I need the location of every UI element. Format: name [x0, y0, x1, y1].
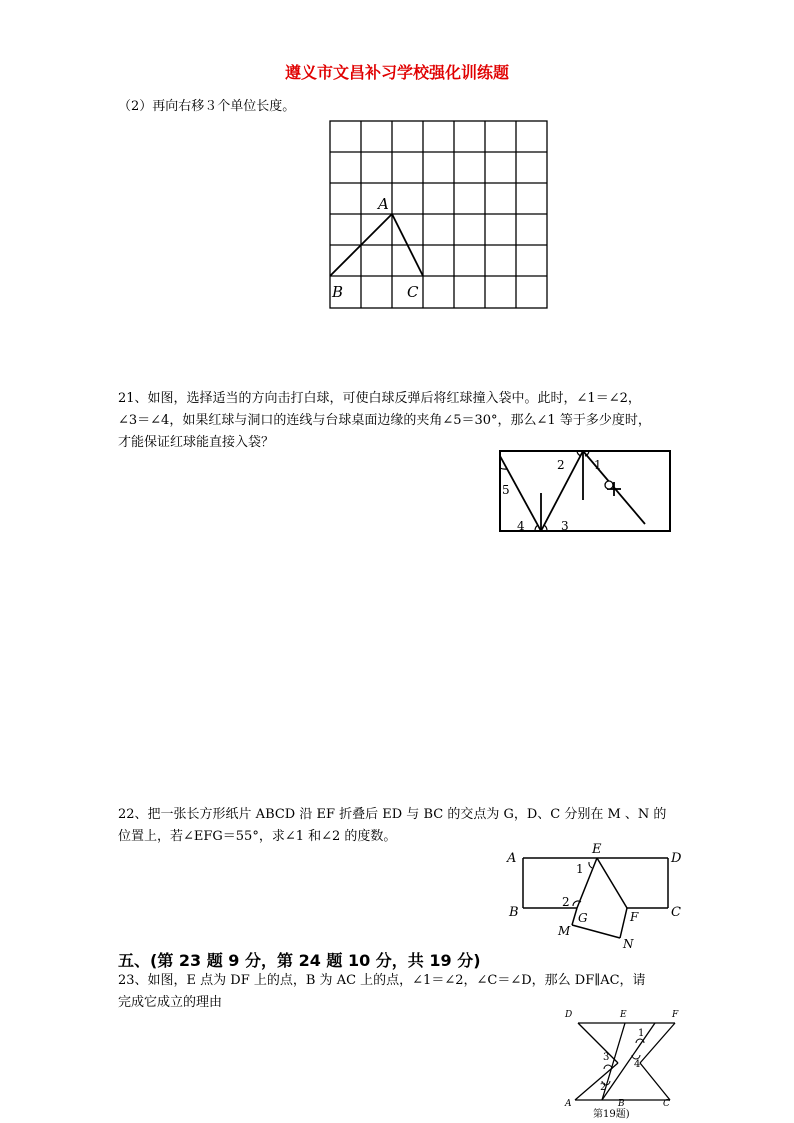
label-c: C: [407, 283, 419, 301]
q22-line1: 22、把一张长方形纸片 ABCD 沿 EF 折叠后 ED 与 BC 的交点为 G，D、C 分别在 M 、N 的: [118, 807, 667, 822]
q21-line1: 21、如图，选择适当的方向击打白球，可使白球反弹后将红球撞入袋中。此时，∠1＝∠2，: [118, 391, 641, 406]
label-d: D: [565, 1010, 573, 1020]
folding-figure: [505, 840, 690, 952]
label-f: F: [672, 1010, 679, 1020]
label-5: 5: [502, 483, 510, 497]
fold-lines: [523, 858, 668, 938]
label-b: B: [618, 1099, 625, 1109]
parallel-lines: [575, 1023, 675, 1100]
label-d: D: [671, 851, 682, 866]
label-a: A: [378, 195, 389, 213]
grid-lines: [330, 121, 547, 308]
q22-line2: 位置上，若∠EFG＝55°，求∠1 和∠2 的度数。: [118, 829, 397, 844]
q21-line2: ∠3＝∠4，如果红球与洞口的连线与台球桌面边缘的夹角∠5＝30°，那么∠1 等于多少度时，: [118, 413, 651, 428]
label-a: A: [507, 851, 517, 866]
q20-part2-text: （2）再向右移３个单位长度。: [118, 99, 296, 114]
label-1: 1: [594, 458, 602, 472]
label-4: 4: [517, 519, 525, 533]
grid-figure: [325, 118, 553, 313]
q23-line1: 23、如图，E 点为 DF 上的点，B 为 AC 上的点，∠1＝∠2，∠C＝∠D，那么 DF∥AC，请: [118, 973, 646, 988]
angle-arcs: [500, 451, 589, 531]
label-g: G: [578, 911, 588, 925]
label-m: M: [558, 924, 571, 938]
table-edge: [500, 451, 670, 531]
parallel-figure: [560, 1005, 685, 1121]
label-3: 3: [561, 519, 569, 533]
page-title: 遵义市文昌补习学校强化训练题: [284, 63, 509, 82]
q21-line3: 才能保证红球能直接入袋？: [118, 435, 275, 450]
label-c: C: [663, 1099, 670, 1109]
red-ball: [605, 481, 613, 489]
label-b: B: [332, 283, 344, 301]
label-4: 4: [634, 1059, 641, 1070]
q23-line2: 完成它成立的理由: [118, 995, 223, 1010]
label-n: N: [623, 937, 634, 951]
billiard-figure: [497, 448, 675, 534]
label-a: A: [565, 1099, 572, 1109]
label-3: 3: [603, 1052, 610, 1063]
label-2: 2: [600, 1082, 607, 1093]
label-1: 1: [638, 1028, 645, 1039]
label-1: 1: [576, 862, 584, 876]
label-2: 2: [557, 458, 565, 472]
figure-caption: 第19题): [593, 1109, 630, 1120]
label-2: 2: [562, 895, 570, 909]
label-c: C: [671, 905, 681, 920]
q21-text: [118, 388, 651, 454]
section-five-heading: 五、(第 23 题 9 分，第 24 题 10 分，共 19 分): [118, 951, 481, 970]
label-f: F: [630, 910, 639, 924]
label-e: E: [592, 842, 602, 857]
label-e: E: [620, 1010, 627, 1020]
label-b: B: [509, 905, 519, 920]
